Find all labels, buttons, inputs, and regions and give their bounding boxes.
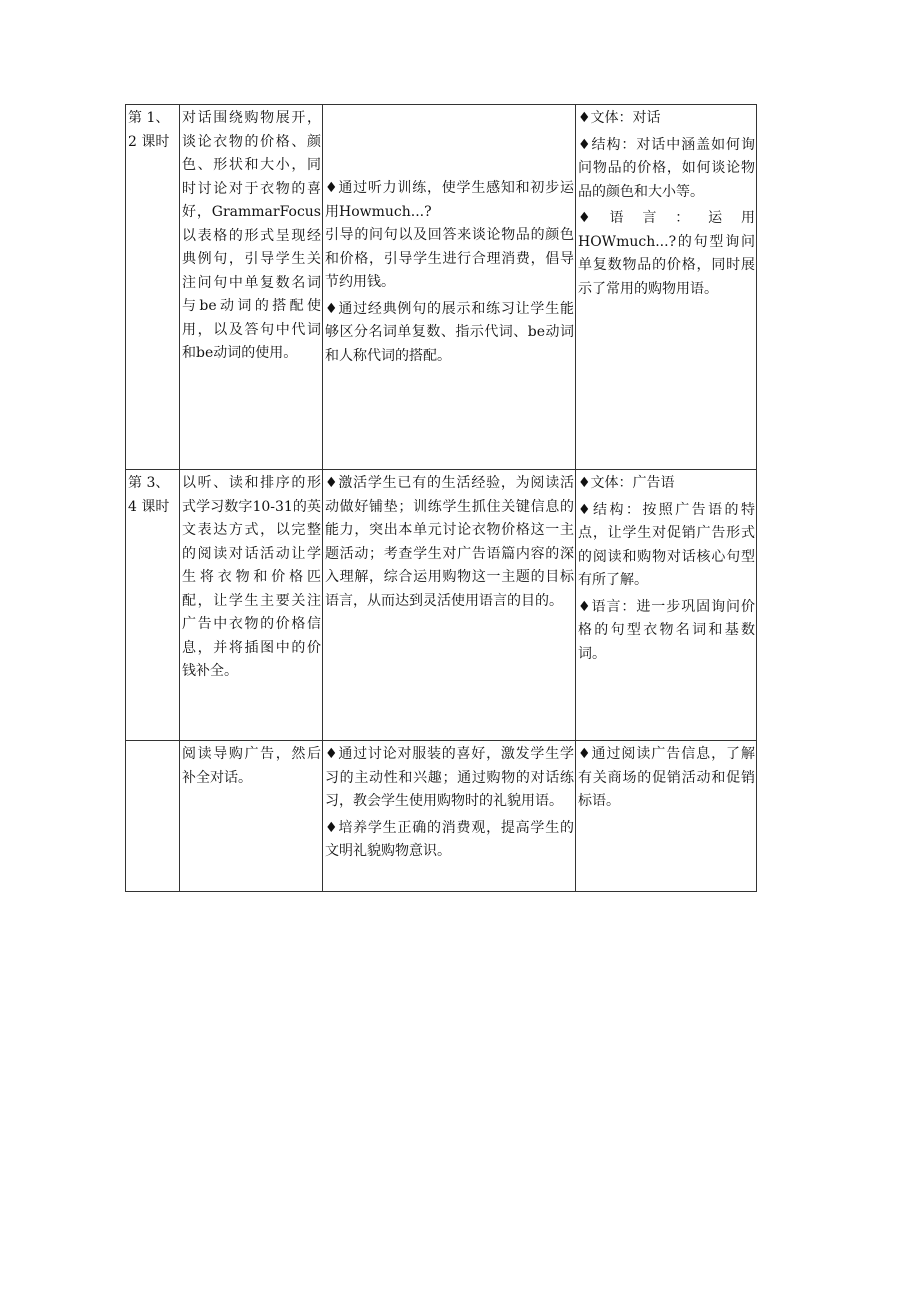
content-text: 对话围绕购物展开，谈论衣物的价格、颜色、形状和大小，同时讨论对于衣物的喜好，GrammarFocus以表格的形式呈现经典例句，引导学生关注问句中单复数名词与be动词的搭配使用，以及答句中代词和be动词的使用。 (182, 110, 321, 361)
analysis-text: ♦文体：对话 (578, 110, 661, 126)
analysis-text: ♦结构：按照广告语的特点，让学生对促销广告形式的阅读和购物对话核心句型有所了解。 (578, 501, 755, 588)
analysis-text: ♦通过阅读广告信息，了解有关商场的促销活动和促销标语。 (578, 746, 755, 809)
table-row (126, 741, 757, 892)
goals-cell (323, 105, 576, 470)
content-cell (180, 105, 323, 470)
period-cell (126, 741, 180, 892)
analysis-text: ♦文体：广告语 (578, 475, 675, 491)
analysis-cell (576, 470, 757, 741)
table-row (126, 470, 757, 741)
analysis-cell (576, 105, 757, 470)
cell-spacer (325, 107, 574, 177)
content-cell (180, 741, 323, 892)
goals-cell (323, 470, 576, 741)
goal-text: ♦培养学生正确的消费观，提高学生的文明礼貌购物意识。 (325, 819, 574, 859)
content-text: 以听、读和排序的形式学习数字10-31的英文表达方式，以完整的阅读对话活动让学生将衣物和价格匹配，让学生主要关注广告中衣物的价格信息，并将插图中的价钱补全。 (182, 475, 321, 679)
table-row (126, 105, 757, 470)
lesson-plan-table (125, 104, 757, 892)
analysis-text: ♦语言：进一步巩固询问价格的句型衣物名词和基数词。 (578, 598, 755, 662)
content-cell (180, 470, 323, 741)
period-cell (126, 105, 180, 470)
goals-cell (323, 741, 576, 892)
goal-text: ♦通过经典例句的展示和练习让学生能够区分名词单复数、指示代词、be动词和人称代词的搭配。 (325, 300, 574, 364)
goal-text: ♦通过听力训练，使学生感知和初步运用Howmuch...? (325, 180, 574, 220)
goal-text: ♦通过讨论对服装的喜好，激发学生学习的主动性和兴趣；通过购物的对话练习，教会学生使用购物时的礼貌用语。 (325, 746, 574, 809)
period-cell (126, 470, 180, 741)
analysis-text: ♦语言：运用HOWmuch...?的句型询问单复数物品的价格，同时展示了常用的购物用语。 (578, 210, 755, 297)
period-label: 第 3、4 课时 (128, 475, 170, 515)
content-text: 阅读导购广告，然后补全对话。 (182, 746, 321, 786)
analysis-text: ♦结构：对话中涵盖如何询问物品的价格，如何谈论物品的颜色和大小等。 (578, 136, 755, 200)
goal-text: ♦激活学生已有的生活经验，为阅读活动做好铺垫；训练学生抓住关键信息的能力，突出本单元讨论衣物价格这一主题活动；考查学生对广告语篇内容的深入理解，综合运用购物这一主题的目标语言，从而达到灵活使用语言的目的。 (325, 475, 574, 609)
analysis-cell (576, 741, 757, 892)
period-label: 第 1、2 课时 (128, 110, 170, 150)
goal-text: 引导的问句以及回答来谈论物品的颜色和价格，引导学生进行合理消费，倡导节约用钱。 (325, 227, 574, 290)
